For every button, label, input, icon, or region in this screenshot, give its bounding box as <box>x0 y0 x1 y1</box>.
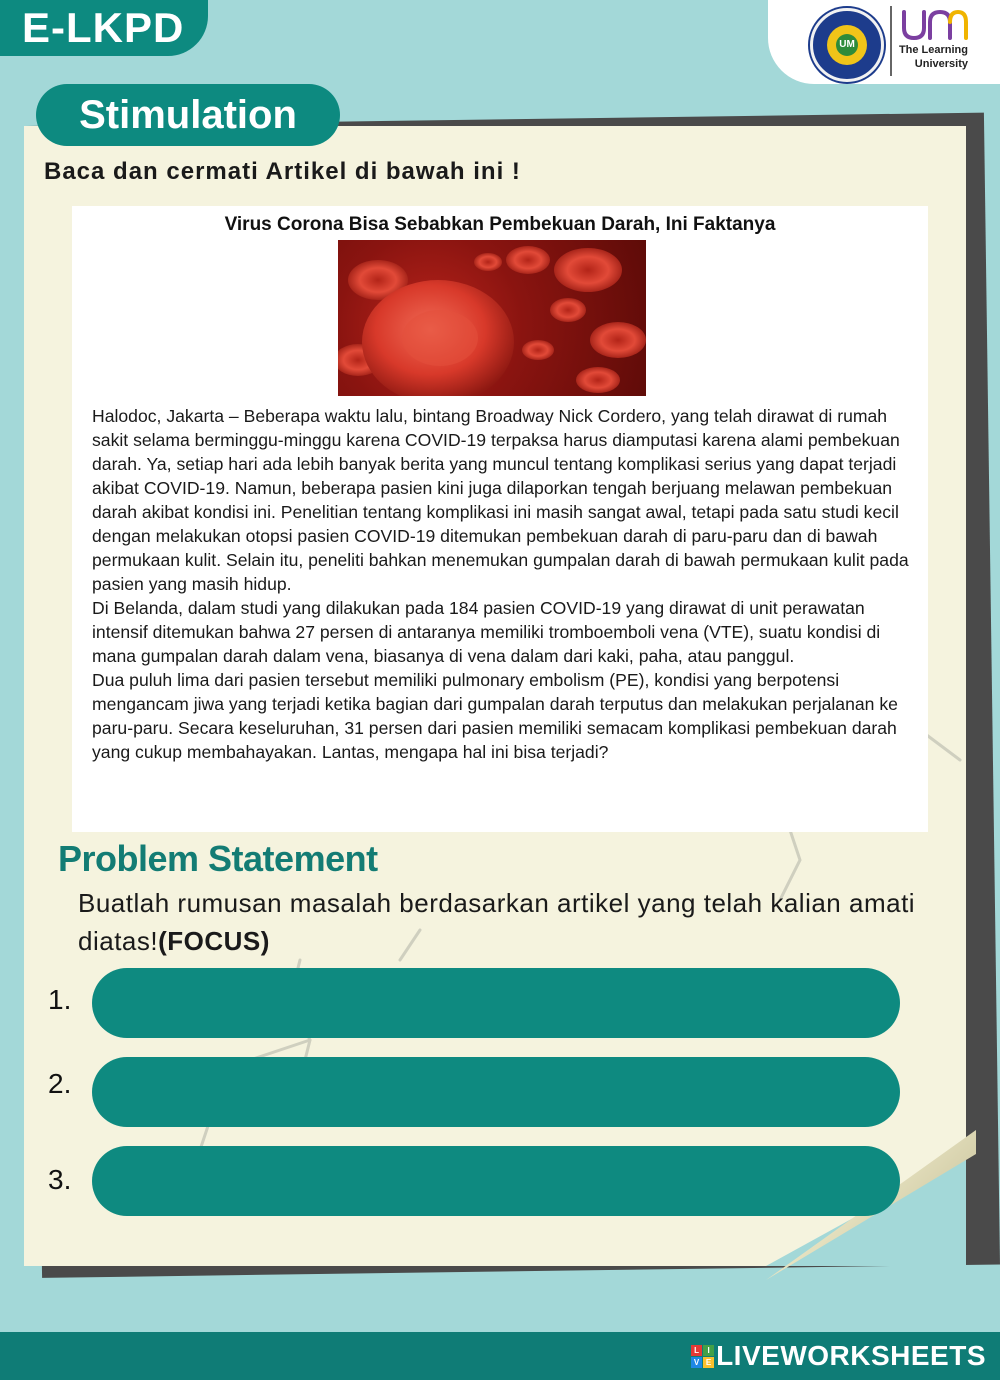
article-paragraph-2: Di Belanda, dalam studi yang dilakukan pada 184 pasien COVID-19 yang dirawat di unit perawatan intensif ditemukan bahwa 27 persen di antaranya memiliki tromboemboli vena (VTE), suatu kondisi di mana gumpalan darah dalam vena, biasanya di vena dalam dari kaki, paha, atau panggul. <box>92 598 881 666</box>
answer-number-2: 2. <box>48 1068 72 1099</box>
logo-divider <box>890 6 892 76</box>
focus-label: (FOCUS) <box>158 926 270 956</box>
liveworksheets-logo[interactable] <box>691 1340 986 1372</box>
um-logo-icon <box>898 4 972 42</box>
answer-number-1: 1. <box>48 984 72 1015</box>
footer-bar <box>0 1332 1000 1380</box>
article-body <box>92 404 912 764</box>
answer-field-2[interactable] <box>92 1057 900 1127</box>
answer-field-1[interactable] <box>92 968 900 1038</box>
logo-tagline-2: University <box>914 58 968 70</box>
problem-instruction-text: Buatlah rumusan masalah berdasarkan artikel yang telah kalian amati diatas! <box>78 888 916 956</box>
liveworksheets-cubes-icon <box>691 1345 714 1368</box>
article-paragraph-3: Dua puluh lima dari pasien tersebut memiliki pulmonary embolism (PE), kondisi yang berpotensi mengancam jiwa yang terjadi ketika bagian dari gumpalan darah terputus dan melakukan perjalanan ke paru-paru. Secara keseluruhan, 31 persen dari pasien memiliki semacam komplikasi pembekuan darah yang cukup membahayakan. Lantas, mengapa hal ini bisa terjadi? <box>92 670 898 762</box>
university-logo <box>768 0 1000 84</box>
cube-l: L <box>691 1345 702 1356</box>
problem-statement-instruction <box>78 884 918 960</box>
cube-e: E <box>703 1357 714 1368</box>
university-seal-icon: UM <box>810 8 884 82</box>
stimulation-heading: Stimulation <box>36 84 340 146</box>
cube-i: I <box>703 1345 714 1356</box>
logo-tagline-1: The Learning <box>898 44 968 56</box>
article-card <box>72 206 928 832</box>
answer-field-3[interactable] <box>92 1146 900 1216</box>
liveworksheets-brand: LIVEWORKSHEETS <box>716 1340 986 1371</box>
elkpd-badge: E-LKPD <box>0 0 208 56</box>
cube-v: V <box>691 1357 702 1368</box>
problem-statement-heading: Problem Statement <box>58 838 378 879</box>
article-paragraph-1: Halodoc, Jakarta – Beberapa waktu lalu, bintang Broadway Nick Cordero, yang telah dirawat di rumah sakit selama berminggu-minggu karena COVID-19 terpaksa harus diamputasi karena alami pembekuan darah. Ya, setiap hari ada lebih banyak berita yang muncul tentang komplikasi serius yang dapat terjadi akibat COVID-19. Namun, beberapa pasien kini juga dilaporkan tengah berjuang melawan pembekuan darah akibat kondisi ini. Penelitian tentang komplikasi ini masih sangat awal, tetapi pada satu studi kecil dengan melakukan otopsi pasien COVID-19 ditemukan pembekuan darah di paru-paru dan di bawah permukaan kulit. Selain itu, peneliti bahkan menemukan gumpalan darah di bawah permukaan kulit pada pasien yang masih hidup. <box>92 406 909 594</box>
article-title: Virus Corona Bisa Sebabkan Pembekuan Darah, Ini Faktanya <box>224 214 776 235</box>
answer-number-3: 3. <box>48 1164 72 1195</box>
red-blood-cells-image <box>338 240 646 396</box>
stimulation-instruction: Baca dan cermati Artikel di bawah ini ! <box>44 158 521 185</box>
